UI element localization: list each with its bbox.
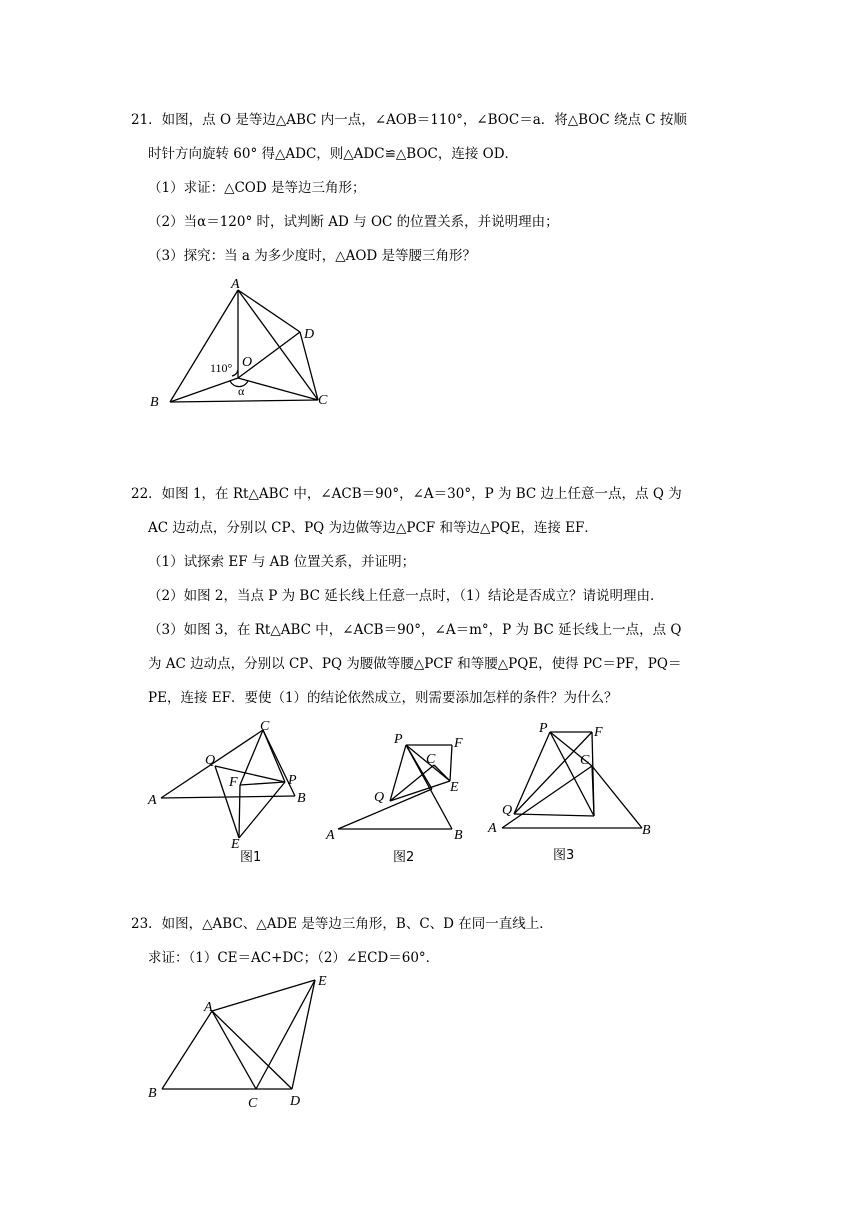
q22-part1: （1）试探索 EF 与 AB 位置关系，并证明； — [148, 554, 416, 570]
q21-stem-line1: 21．如图，点 O 是等边△ABC 内一点，∠AOB＝110°，∠BOC＝a．将△BOC 绕点 C 按顺 — [131, 112, 687, 128]
q21-angle-alpha: α — [238, 384, 245, 398]
q22-part2: （2）如图 2，当点 P 为 BC 延长线上任意一点时，（1）结论是否成立？请说明理由． — [148, 588, 664, 604]
q22-figure2 — [322, 725, 477, 843]
q22-f2-label-A: A — [326, 828, 335, 843]
q21-label-D: D — [304, 327, 315, 342]
q22-f2-label-P: P — [394, 732, 403, 747]
q22-f2-label-B: B — [454, 828, 463, 843]
q22-fig2-caption: 图2 — [393, 850, 415, 865]
q22-stem-line2: AC 边动点，分别以 CP、PQ 为边做等边△PCF 和等边△PQE，连接 EF． — [148, 520, 598, 536]
q21-label-C: C — [318, 393, 328, 408]
q22-figure3 — [484, 718, 659, 840]
q21-part3: （3）探究：当 a 为多少度时，△AOD 是等腰三角形？ — [148, 248, 477, 264]
q23-label-D: D — [290, 1094, 301, 1109]
q22-fig1-caption: 图1 — [240, 850, 262, 865]
q22-f3-label-B: B — [642, 823, 651, 838]
q21-angle-110: 110° — [210, 361, 233, 375]
q22-figure1 — [145, 720, 320, 850]
q23-label-C: C — [248, 1096, 258, 1111]
q22-f2-label-C: C — [426, 752, 436, 767]
q21-label-B: B — [150, 395, 159, 410]
q22-fig3-caption: 图3 — [553, 848, 575, 863]
q22-f1-label-B: B — [297, 791, 306, 806]
q22-part3-line1: （3）如图 3，在 Rt△ABC 中，∠ACB＝90°，∠A＝m°，P 为 BC 延长线上一点，点 Q — [148, 622, 682, 638]
q22-f3-label-Q: Q — [502, 803, 513, 818]
q22-f2-label-Q: Q — [374, 790, 385, 805]
q21-label-A: A — [231, 277, 240, 292]
q22-part3-line3: PE，连接 EF．要使（1）的结论依然成立，则需要添加怎样的条件？为什么？ — [148, 690, 618, 706]
q23-stem-line1: 23．如图，△ABC、△ADE 是等边三角形，B、C、D 在同一直线上． — [131, 916, 553, 932]
q21-part1: （1）求证：△COD 是等边三角形； — [148, 180, 366, 196]
q22-stem-line1: 22．如图 1，在 Rt△ABC 中，∠ACB＝90°，∠A＝30°，P 为 BC 边上任意一点，点 Q 为 — [131, 486, 682, 502]
q23-label-B: B — [148, 1086, 157, 1101]
q22-f2-label-E: E — [450, 780, 459, 795]
q22-f1-label-C: C — [260, 719, 270, 734]
q22-f2-label-F: F — [454, 736, 463, 751]
q22-f1-label-P: P — [288, 773, 297, 788]
q22-f1-label-F: F — [229, 775, 238, 790]
q22-f1-label-Q: Q — [205, 753, 216, 768]
q22-f3-label-F: F — [594, 725, 603, 740]
q23-label-E: E — [318, 974, 327, 989]
q22-f3-label-A: A — [488, 821, 497, 836]
q22-f1-label-A: A — [148, 793, 157, 808]
q21-label-O: O — [242, 355, 253, 370]
q23-stem-line2: 求证：（1）CE＝AC+DC；（2）∠ECD＝60°． — [148, 950, 440, 966]
q23-label-A: A — [204, 1000, 213, 1015]
q22-f3-label-P: P — [539, 721, 548, 736]
q23-figure — [140, 965, 350, 1115]
q22-part3-line2: 为 AC 边动点，分别以 CP、PQ 为腰做等腰△PCF 和等腰△PQE，使得 PC＝PF，PQ＝ — [148, 656, 682, 672]
q21-stem-line2: 时针方向旋转 60° 得△ADC，则△ADC≌△BOC，连接 OD． — [148, 146, 519, 162]
q22-f3-label-C: C — [580, 753, 590, 768]
q21-figure — [140, 270, 340, 415]
q22-f1-label-E: E — [231, 837, 240, 852]
q21-part2: （2）当α＝120° 时，试判断 AD 与 OC 的位置关系，并说明理由； — [148, 214, 559, 230]
